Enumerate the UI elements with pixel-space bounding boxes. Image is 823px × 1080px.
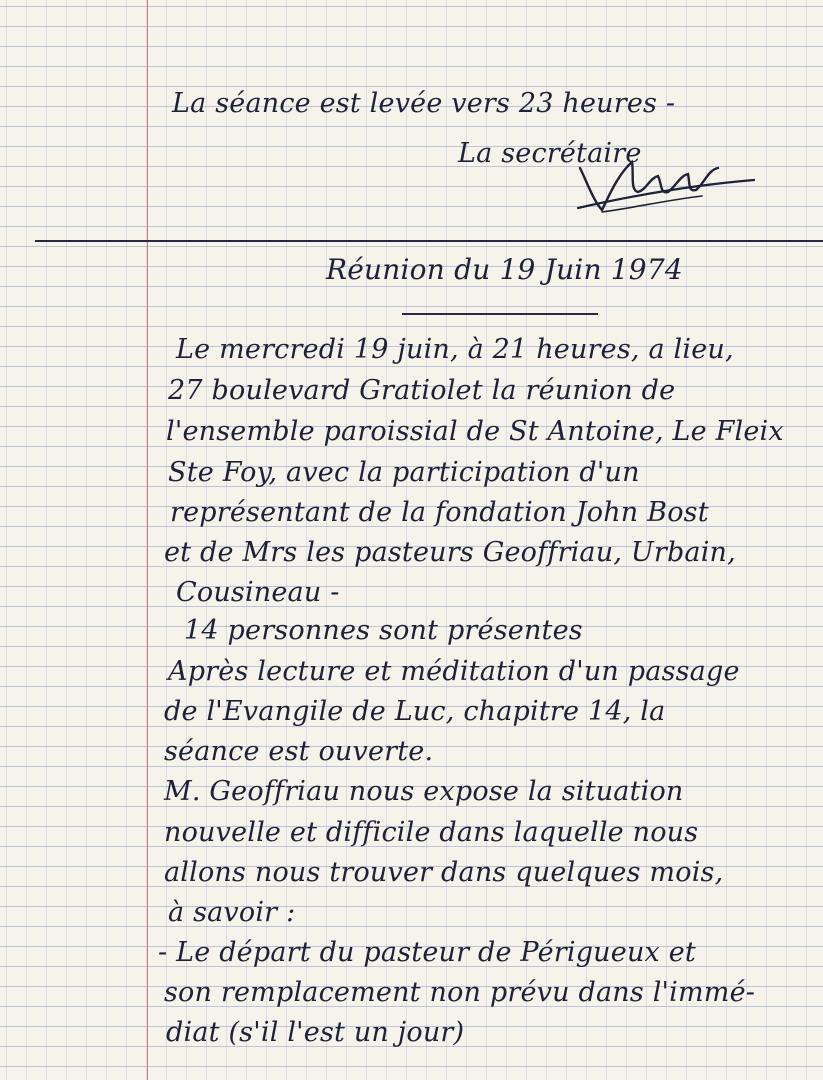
body-line: représentant de la fondation John Bost <box>170 497 709 528</box>
signature <box>572 140 762 220</box>
body-line: Après lecture et méditation d'un passage <box>168 656 740 687</box>
body-line: 14 personnes sont présentes <box>184 615 583 646</box>
section-divider <box>35 240 823 242</box>
body-line: Cousineau - <box>176 577 340 608</box>
title-underline <box>402 313 598 315</box>
margin-line <box>147 0 148 1080</box>
body-line: de l'Evangile de Luc, chapitre 14, la <box>164 696 666 727</box>
body-line: séance est ouverte. <box>164 736 434 767</box>
body-line: - Le départ du pasteur de Périgueux et <box>158 937 696 968</box>
body-line: son remplacement non prévu dans l'immé- <box>164 977 756 1008</box>
body-line: l'ensemble paroissial de St Antoine, Le Fleix <box>166 416 784 447</box>
signatory-role: La secrétaire <box>458 138 642 169</box>
body-line: 27 boulevard Gratiolet la réunion de <box>168 375 676 406</box>
body-line: Le mercredi 19 juin, à 21 heures, a lieu, <box>176 334 734 365</box>
body-line: allons nous trouver dans quelques mois, <box>164 857 724 888</box>
signature-mark <box>572 140 762 220</box>
body-line: et de Mrs les pasteurs Geoffriau, Urbain, <box>164 537 736 568</box>
body-line: Ste Foy, avec la participation d'un <box>168 457 640 488</box>
meeting-title: Réunion du 19 Juin 1974 <box>326 253 683 286</box>
body-line: diat (s'il l'est un jour) <box>166 1017 465 1048</box>
body-line: à savoir : <box>168 897 296 928</box>
body-line: nouvelle et difficile dans laquelle nous <box>164 817 699 848</box>
closing-line: La séance est levée vers 23 heures - <box>172 88 676 119</box>
body-line: M. Geoffriau nous expose la situation <box>164 776 684 807</box>
